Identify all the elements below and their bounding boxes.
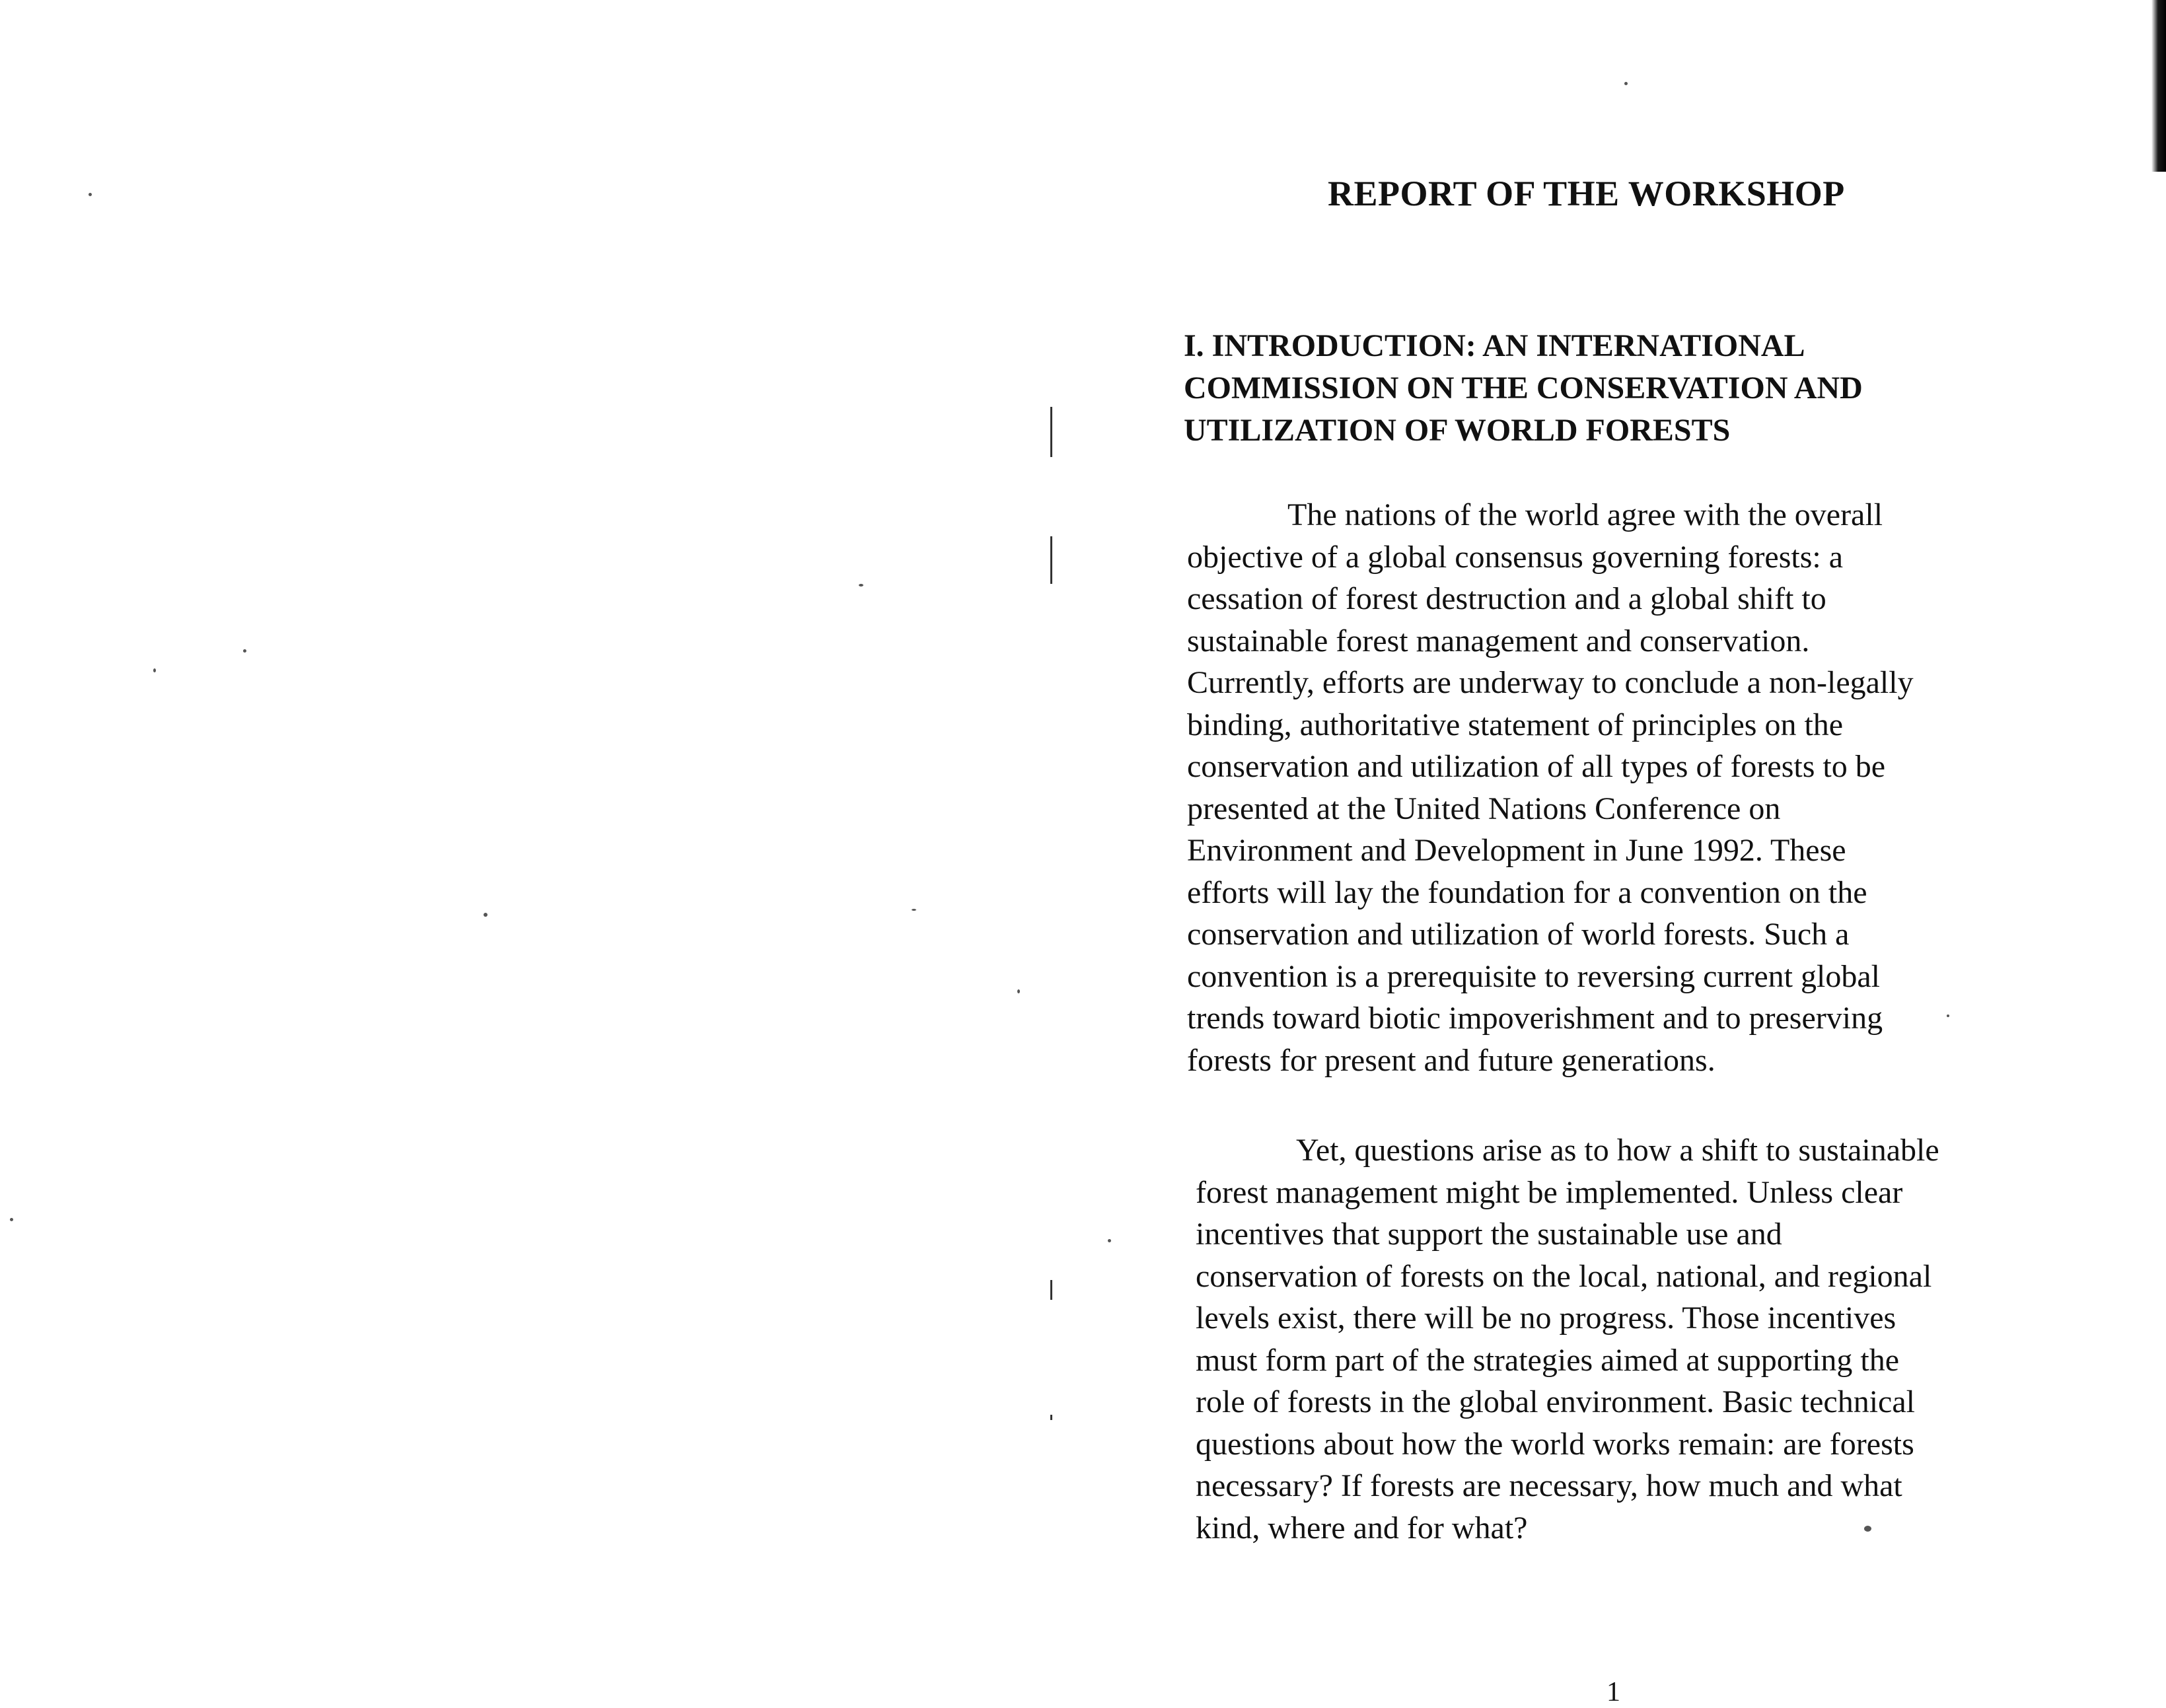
paragraph-line: kind, where and for what? — [1196, 1510, 1528, 1546]
scan-speck — [153, 668, 156, 672]
section-heading-line: UTILIZATION OF WORLD FORESTS — [1184, 413, 1731, 448]
section-heading-line: COMMISSION ON THE CONSERVATION AND — [1184, 371, 1863, 406]
introduction-paragraph — [1187, 494, 2046, 1081]
scan-speck — [89, 193, 92, 196]
scan-speck — [1108, 1239, 1111, 1242]
page-number: 1 — [1606, 1677, 1620, 1707]
scan-speck — [10, 1218, 13, 1221]
paragraph-line: objective of a global consensus governing forests: a — [1187, 539, 1844, 575]
paragraph-line: binding, authoritative statement of principles on the — [1187, 707, 1844, 742]
paragraph-line: forest management might be implemented. Unless clear — [1196, 1174, 1903, 1210]
section-heading-line: I. INTRODUCTION: AN INTERNATIONAL — [1184, 328, 1805, 363]
scan-speck — [912, 909, 916, 911]
binding-gutter-mark — [1050, 407, 1052, 457]
paragraph-line: questions about how the world works remain: are forests — [1196, 1426, 1914, 1462]
blank-left-page — [0, 0, 1057, 1698]
scan-speck — [1624, 82, 1628, 85]
paragraph-line: convention is a prerequisite to reversing current global — [1187, 958, 1880, 994]
paragraph-line: cessation of forest destruction and a global shift to — [1187, 581, 1826, 616]
binding-gutter-mark — [1050, 1415, 1052, 1420]
scan-speck — [243, 649, 246, 653]
paragraph-line: forests for present and future generations. — [1187, 1042, 1715, 1078]
paragraph-line: efforts will lay the foundation for a convention on the — [1187, 874, 1867, 910]
scan-speck — [859, 584, 863, 587]
paragraph-line: sustainable forest management and conservation. — [1187, 623, 1810, 658]
binding-gutter-mark — [1050, 536, 1052, 584]
binding-gutter-mark — [1050, 1280, 1052, 1300]
paragraph-line: conservation and utilization of world forests. Such a — [1187, 917, 1850, 952]
paragraph-line: incentives that support the sustainable use and — [1196, 1217, 1782, 1252]
paragraph-line: The nations of the world agree with the overall — [1287, 497, 1883, 532]
report-title: REPORT OF THE WORKSHOP — [1328, 174, 1845, 213]
section-heading — [1184, 325, 2029, 452]
paragraph-line: Yet, questions arise as to how a shift to sustainable — [1296, 1133, 1939, 1168]
scan-speck — [1017, 989, 1020, 993]
scan-edge-shadow — [2151, 0, 2166, 172]
paragraph-line: necessary? If forests are necessary, how much and what — [1196, 1468, 1902, 1503]
paragraph-line: conservation and utilization of all types of forests to be — [1187, 749, 1886, 784]
paragraph-line: role of forests in the global environment. Basic technical — [1196, 1384, 1915, 1419]
paragraph-line: must form part of the strategies aimed at supporting the — [1196, 1342, 1900, 1378]
scan-speck — [484, 913, 487, 917]
paragraph-line: levels exist, there will be no progress. Those incentives — [1196, 1300, 1896, 1335]
paragraph-line: trends toward biotic impoverishment and to preserving — [1187, 1001, 1883, 1036]
paragraph-line: Currently, efforts are underway to conclude a non-legally — [1187, 665, 1914, 700]
paragraph-line: Environment and Development in June 1992. These — [1187, 833, 1846, 868]
paragraph-line: conservation of forests on the local, national, and regional — [1196, 1258, 1932, 1294]
paragraph-line: presented at the United Nations Conference on — [1187, 791, 1781, 826]
questions-paragraph — [1196, 1129, 2054, 1549]
